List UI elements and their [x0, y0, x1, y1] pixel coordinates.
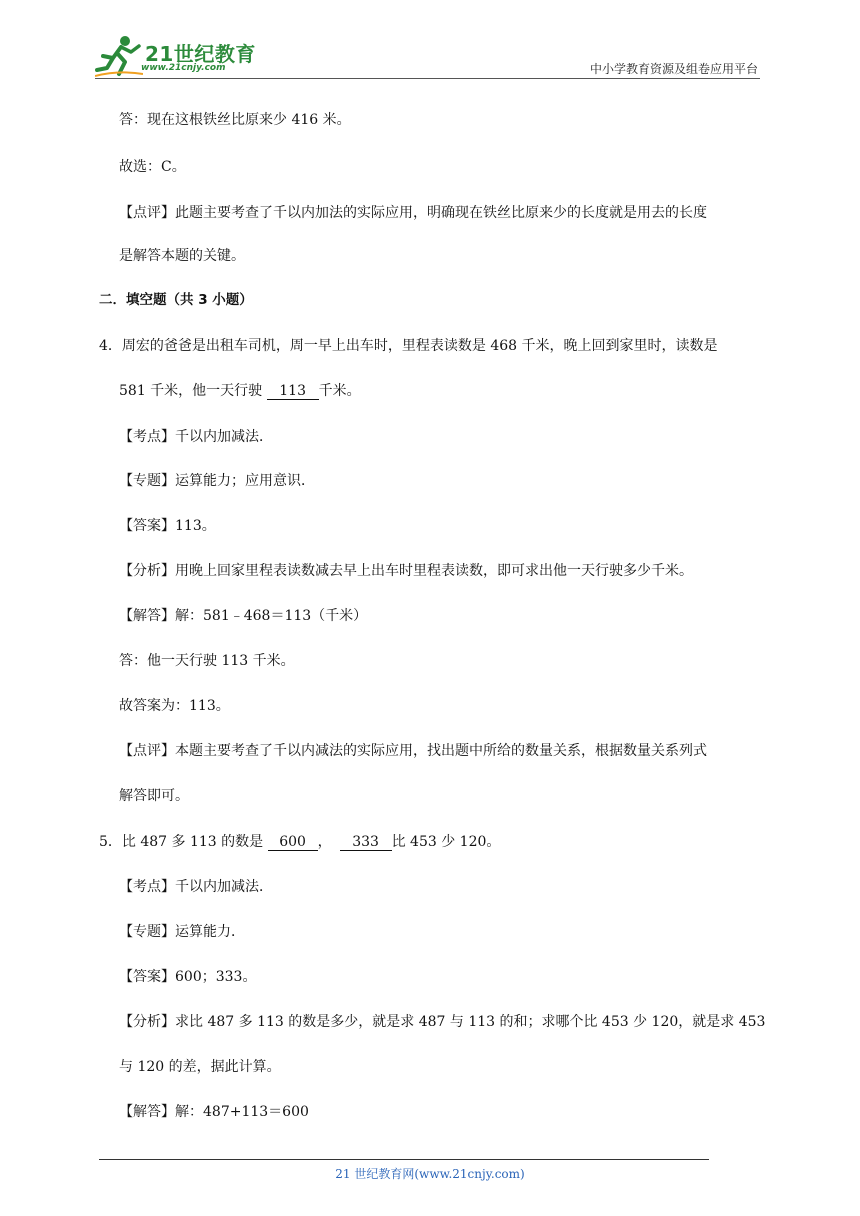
logo-url: www.21cnjy.com: [141, 63, 226, 73]
prev-choice-text: 故选：C。: [119, 159, 186, 175]
q5-text-b: ，: [317, 834, 332, 850]
q5-fenxi-line-1: 【分析】求比 487 多 113 的数是多少，就是求 487 与 113 的和；求哪个比 453 少 120，就是求 453: [119, 1014, 766, 1030]
q4-gudaan: 故答案为：113。: [119, 698, 230, 714]
q5-answer-blank-1: 600: [268, 834, 318, 851]
runner-icon: [95, 34, 143, 78]
logo-text: 21世纪教育: [145, 42, 256, 66]
footer-link[interactable]: 21 世纪教育网(www.21cnjy.com): [335, 1167, 525, 1181]
q4-text-before-blank: 581 千米，他一天行驶: [119, 383, 267, 399]
q5-daan: 【答案】600；333。: [119, 969, 257, 985]
prev-comment-line-1: 【点评】此题主要考查了千以内加法的实际应用，明确现在铁丝比原来少的长度就是用去的长度: [119, 205, 707, 221]
platform-title: 中小学教育资源及组卷应用平台: [589, 62, 758, 76]
q5-zhuanti: 【专题】运算能力．: [119, 924, 245, 940]
prev-answer: 答：现在这根铁丝比原来少 416 米。: [119, 112, 351, 128]
q4-answer-blank: 113: [267, 383, 319, 400]
q4-fenxi: 【分析】用晚上回家里程表读数减去早上出车时里程表读数，即可求出他一天行驶多少千米。: [119, 563, 693, 579]
q4-dianping-line-1: 【点评】本题主要考查了千以内减法的实际应用，找出题中所给的数量关系，根据数量关系列式: [119, 743, 707, 759]
header-divider: [95, 78, 760, 79]
q5-text-c: 比 453 少 120。: [391, 834, 501, 850]
footer-divider: [99, 1159, 709, 1160]
q5-jieda: 【解答】解：487+113＝600: [119, 1104, 309, 1120]
q4-zhuanti: 【专题】运算能力；应用意识．: [119, 473, 315, 489]
q5-fenxi-line-2: 与 120 的差，据此计算。: [119, 1059, 281, 1075]
q4-jieda: 【解答】解：581﹣468＝113（千米）: [119, 608, 368, 624]
q4-text-line-2: [119, 381, 361, 401]
q4-text-line-1: 4．周宏的爸爸是出租车司机，周一早上出车时，里程表读数是 468 千米，晚上回到家里时，读数是: [99, 338, 718, 354]
q4-daan: 【答案】113。: [119, 518, 216, 534]
q4-text-after-blank: 千米。: [318, 383, 361, 399]
page-header: [0, 0, 860, 84]
q5-kaodian: 【考点】千以内加减法．: [119, 879, 273, 895]
prev-comment-line-2: 是解答本题的关键。: [119, 248, 245, 264]
q5-text-a: 5．比 487 多 113 的数是: [99, 834, 268, 850]
q4-kaodian: 【考点】千以内加减法．: [119, 429, 273, 445]
q5-text: [99, 832, 500, 852]
section-title: 二．填空题（共 3 小题）: [99, 292, 253, 308]
prev-choice: [119, 157, 186, 177]
site-logo: [95, 34, 265, 78]
q4-da: 答：他一天行驶 113 千米。: [119, 653, 295, 669]
q5-answer-blank-2: 333: [340, 834, 392, 851]
q4-dianping-line-2: 解答即可。: [119, 788, 189, 804]
